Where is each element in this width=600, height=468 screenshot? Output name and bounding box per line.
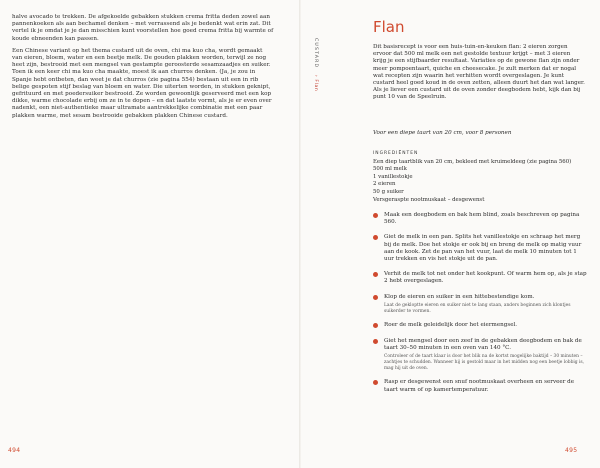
step-text: Giet het mengsel door een zeef in de gebakken deegbodem en bak de taart 30–50 minuten in een oven van 140 °C. [384, 337, 582, 351]
method-steps [373, 212, 587, 402]
step-text: Rasp er desgewenst een snuf nootmuskaat overheen en serveer de taart warm of op kamertemperatuur. [384, 379, 575, 393]
step-text: Klop de eieren en suiker in een hittebestendige kom. [384, 293, 535, 300]
step-text: Verhit de melk tot net onder het kookpunt. Of warm hem op, als je stap 2 hebt overgeslagen. [384, 271, 587, 285]
method-step [373, 271, 587, 285]
step-text: Giet de melk in een pan. Splits het vanillestokje en schraap het merg bij de melk. Doe het stokje er ook bij en breng de melk op matig vuur aan de kook. Zet de pan van het vuur, laat de melk 10 minuten tot 1 uur trekken en vis het stokje uit de pan. [384, 234, 582, 263]
step-bullet-icon [373, 323, 378, 328]
method-step [373, 322, 587, 329]
running-head-section: CUSTARD [313, 38, 318, 69]
step-bullet-icon [373, 295, 378, 300]
step-bullet-icon [373, 380, 378, 385]
ingredient-item: 1 vanillestokje [373, 173, 413, 180]
method-step [373, 379, 587, 393]
ingredient-item: Versgeraspte nootmuskaat – desgewenst [373, 196, 485, 203]
ingredient-item: Een diep taartblik van 20 cm, bekleed met kruimeldeeg (zie pagina 560) [373, 158, 572, 165]
ingredient-item: 2 eieren [373, 181, 396, 188]
recipe-yield: Voor een diepe taart van 20 cm, voor 8 personen [373, 130, 512, 136]
page-number-right: 495 [565, 447, 578, 454]
step-note: Laat de gekloptte eieren en suiker niet te lang staan, anders beginnen zich klontjes suikerder te vormen. [384, 302, 571, 314]
ingredient-item: 50 g suiker [373, 188, 404, 195]
method-step [373, 212, 587, 226]
step-bullet-icon [373, 272, 378, 277]
left-paragraph: halve avocado te trekken. De afgekoelde gebakken stukken crema fritta deden zowel aan pannenkoeken als aan bechamel denken – met verrassend als je bedenkt wat erin zat. Dit vertel ik je omdat je je dan misschien kunt voorstellen hoe goed crema fritta bij warmte of koude ebneenden kan passen. [12, 14, 274, 42]
step-text: Maak een deegbodem en bak hem blind, zoals beschreven op pagina 560. [384, 212, 580, 226]
ingredients-block [373, 150, 585, 204]
step-bullet-icon [373, 339, 378, 344]
method-step [373, 338, 587, 372]
left-paragraph: Een Chinese variant op het thema custard uit de oven, chi ma kuo cha, wordt gemaakt van eieren, bloem, water en een beetje melk. De gouden plakken worden, terwijl ze nog heet zijn, bestrooid met een mengsel van gestampte geroosterde sesamzaadjes en suiker. Toen ik een keer chi ma kuo cha maakte, moest ik aan churros denken. (Ja, je zou in Spanje hebt ontbeten, dan weet je dat churros (zie pagina 554) bestaan uit een in rib belige gespoten stijf beslag van bloem en water. Die uiterten worden, in stukken geknipt, gefrituurd en met poedersuiker bestrooid. Ze worden gewoonlijk geserveerd met een kop dikke, warme chocolade erbij om ze in te dopen – en dat laatste vormt, als je er even over nadenkt, een niet-authentieke maar ultramate aantrekkelijke combinatie met een paar plakken warme, met sesam bestrooide gebakken plakken Chinese custard. [12, 47, 272, 119]
method-step [373, 234, 587, 263]
step-bullet-icon [373, 235, 378, 240]
step-bullet-icon [373, 213, 378, 218]
step-note: Controleer of de taart klaar is door het blik na de kortst mogelijke baktijd – 30 minuten – zachtjes te schudden. Wanneer hij is gestold maar in het midden nog een beetje lobbig is, mag hij uit de oven. [384, 354, 585, 371]
step-text: Roer de melk geleidelijk door het eiermengsel. [384, 322, 518, 329]
recipe-title: Flan [373, 18, 405, 36]
method-step [373, 294, 587, 315]
running-head-sub: › Flan [313, 74, 318, 92]
recipe-intro: Dit basisrecept is voor een huis-tuin-en-keuken flan: 2 eieren zorgen ervoor dat 500 ml melk een net gestolde textuur krijgt – met 3 eieren krijg je een stijfbaarder resultaat. Variaties op de gewone flan zijn onder meer pompoentaart, quiche en cheesecake. Je zult merken dat er nogal wat recepten zijn waarin het verhitten wordt overgeslagen. Je kunt custard heel goed koud in de oven zetten, alleen duurt het dan wat langer. Als je liever een custard uit de oven zonder deegbodem hebt, kijk dan bij punt 10 van de Speelruin. [373, 44, 585, 101]
ingredients-heading: INGREDIËNTEN [373, 151, 419, 156]
running-head [313, 38, 318, 91]
ingredient-item: 500 ml melk [373, 166, 407, 173]
ingredients-list [373, 159, 585, 205]
left-body-text [12, 14, 274, 125]
page-number-left: 494 [8, 447, 21, 454]
